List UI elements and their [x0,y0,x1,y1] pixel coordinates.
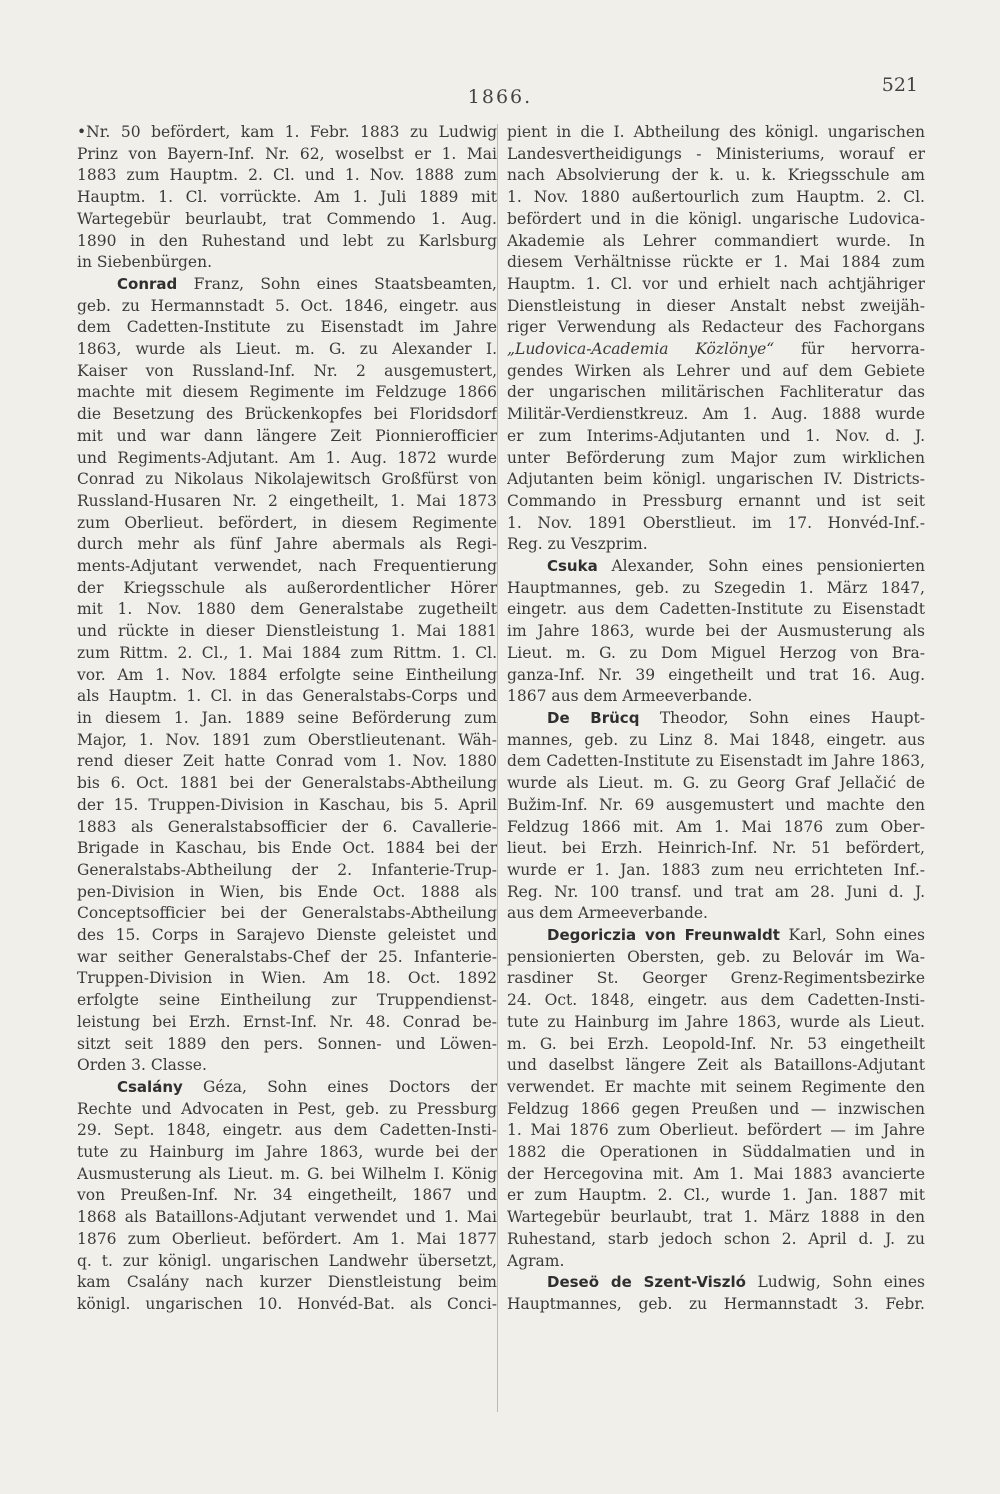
text-line [507,252,925,274]
line-text: Militär-Verdienstkreuz. Am 1. Aug. 1888 wurde [507,405,925,424]
line-text: Hauptmannes, geb. zu Hermannstadt 3. Febr. [507,1294,925,1313]
line-text: lieut. bei Erzh. Heinrich-Inf. Nr. 51 befördert, [507,839,925,858]
text-line [507,795,925,817]
entry-first-line [77,1077,497,1099]
line-text: Generalstabs-Abtheilung der 2. Infanterie-Trup- [77,860,497,879]
line-text: tute zu Hainburg im Jahre 1863, wurde als Lieut. [507,1012,925,1031]
line-text: und Regiments-Adjutant. Am 1. Aug. 1872 wurde [77,448,497,467]
line-text: 1863, wurde als Lieut. m. G. zu Alexander I. [77,340,497,359]
line-text: wurde er 1. Jan. 1883 zum neu errichteten Inf.- [507,860,925,879]
line-text: Conrad zu Nikolaus Nikolajewitsch Großfürst von [77,470,497,489]
line-text: befördert und in die königl. ungarische Ludovica- [507,209,925,228]
text-line [77,1229,497,1251]
text-line [77,209,497,231]
line-text: er zum Interims-Adjutanten und 1. Nov. d. J. [507,426,925,445]
text-line [507,1142,925,1164]
line-text: in diesem 1. Jan. 1889 seine Beförderung zum [77,708,497,727]
text-line [507,1251,925,1273]
line-text: Orden 3. Classe. [77,1056,207,1075]
text-line [77,426,497,448]
text-line [507,144,925,166]
text-line [507,339,925,361]
text-line [507,1229,925,1251]
text-line [507,621,925,643]
line-text: ments-Adjutant verwendet, nach Frequentierung [77,557,497,576]
text-line [507,534,925,556]
text-line [507,773,925,795]
text-line [77,1012,497,1034]
text-line [507,599,925,621]
line-text: Wartegebür beurlaubt, trat Commendo 1. Aug. [77,209,497,228]
line-text: q. t. zur königl. ungarischen Landwehr übersetzt, [77,1251,497,1270]
line-text: machte mit diesem Regimente im Feldzuge 1866 [77,383,497,402]
line-text: Dienstleistung in dieser Anstalt nebst zweijäh- [507,296,925,315]
text-line [77,1185,497,1207]
line-text: leistung bei Erzh. Ernst-Inf. Nr. 48. Conrad be- [77,1012,497,1031]
text-line [507,578,925,600]
text-line [507,296,925,318]
line-text: Agram. [507,1251,565,1270]
line-text: pen-Division in Wien, bis Ende Oct. 1888 als [77,882,497,901]
entry-name: Conrad [117,274,178,293]
running-header-year: 1866. [467,86,533,108]
text-line [77,513,497,535]
line-text: durch mehr als fünf Jahre abermals als Regi- [77,535,497,554]
line-text: nach Absolvierung der k. u. k. Kriegsschule am [507,166,925,185]
line-text: Franz, Sohn eines Staatsbeamten, [193,274,497,293]
line-text: die Besetzung des Brückenkopfes bei Floridsdorf [77,405,497,424]
line-text: 1882 die Operationen in Süddalmatien und in [507,1143,925,1162]
line-text: zum Oberlieut. befördert, in diesem Regimente [77,513,497,532]
line-text: pensionierten Obersten, geb. zu Belovár im Wa- [507,947,925,966]
line-text: rasdiner St. Georger Grenz-Regimentsbezirke [507,969,925,988]
line-text: der Hercegovina mit. Am 1. Mai 1883 avancierte [507,1164,925,1183]
line-text: pient in die I. Abtheilung des königl. ungarischen [507,123,925,141]
line-text: Theodor, Sohn eines Haupt- [659,708,925,727]
line-text: mit und war dann längere Zeit Pionnierofficier [77,426,497,445]
text-line [77,643,497,665]
text-line [77,122,497,144]
text-line [507,1077,925,1099]
text-line [77,1294,497,1316]
line-text: riger Verwendung als Redacteur des Fachorgans [507,318,925,337]
text-line [507,903,925,925]
text-line [77,187,497,209]
text-line [507,231,925,253]
text-line [77,751,497,773]
line-text: Hauptm. 1. Cl. vorrückte. Am 1. Juli 1889 mit [77,188,497,207]
journal-title: „Ludovica-Academia Közlönye“ [507,340,775,359]
line-text: und rückte in dieser Dienstleistung 1. Mai 1881 [77,622,497,641]
text-line [507,1034,925,1056]
line-text: •Nr. 50 befördert, kam 1. Febr. 1883 zu Ludwig [77,123,497,141]
text-line [77,578,497,600]
line-text: als Hauptm. 1. Cl. in das Generalstabs-Corps und [77,687,497,706]
text-line [77,621,497,643]
text-line [77,1272,497,1294]
text-line [507,469,925,491]
text-line [507,448,925,470]
line-text: des 15. Corps in Sarajevo Dienste geleistet und [77,926,497,945]
text-line [507,274,925,296]
line-text: der ungarischen militärischen Fachliteratur das [507,383,925,402]
line-text: der Kriegsschule als außerordentlicher Hörer [77,578,497,597]
column-divider [497,124,498,1412]
text-line [77,925,497,947]
line-text: zum Rittm. 2. Cl., 1. Mai 1884 zum Rittm. 1. Cl. [77,643,497,662]
line-text: eingetr. aus dem Cadetten-Institute zu Eisenstadt [507,600,925,619]
text-line [77,708,497,730]
line-text: mit 1. Nov. 1880 dem Generalstabe zugetheilt [77,600,497,619]
line-text: Feldzug 1866 mit. Am 1. Mai 1876 zum Ober- [507,817,925,836]
line-text: 24. Oct. 1848, eingetr. aus dem Cadetten-Insti- [507,991,925,1010]
line-text: wurde als Lieut. m. G. zu Georg Graf Jellačić de [507,774,925,793]
text-line [77,361,497,383]
entry-name: Csuka [547,557,598,576]
line-text: Prinz von Bayern-Inf. Nr. 62, woselbst er 1. Mai [77,144,497,163]
text-line [507,165,925,187]
text-line [77,556,497,578]
line-text: sitzt seit 1889 den pers. Sonnen- und Löwen- [77,1034,497,1053]
text-line [507,382,925,404]
text-line [507,643,925,665]
line-text: Karl, Sohn eines [788,926,925,945]
text-line [77,773,497,795]
line-text: Akademie als Lehrer commandiert wurde. In [507,231,925,250]
text-line [507,882,925,904]
text-line [77,491,497,513]
entry-name: De Brücq [547,708,640,727]
text-line [77,1034,497,1056]
entry-first-line [507,925,925,947]
line-text: 1868 als Bataillons-Adjutant verwendet und 1. Mai [77,1208,497,1227]
line-text: im Jahre 1863, wurde bei der Ausmusterung als [507,622,925,641]
line-text: unter Beförderung zum Major zum wirklichen [507,448,925,467]
line-text: er zum Hauptm. 2. Cl., wurde 1. Jan. 1887 mit [507,1186,925,1205]
text-line [77,686,497,708]
line-text: gendes Wirken als Lehrer und auf dem Gebiete [507,361,925,380]
line-text: 1890 in den Ruhestand und lebt zu Karlsburg [77,231,497,250]
line-text: Reg. Nr. 100 transf. und trat am 28. Juni d. J. [507,882,925,901]
entry-first-line [507,708,925,730]
line-text: und daselbst längere Zeit als Bataillons-Adjutant [507,1056,925,1075]
text-line [77,599,497,621]
text-line [77,339,497,361]
line-text: kam Csalány nach kurzer Dienstleistung beim [77,1273,497,1292]
text-line [507,751,925,773]
text-line [507,730,925,752]
text-line [77,860,497,882]
text-line [77,795,497,817]
line-text: Reg. zu Veszprim. [507,535,648,554]
line-text: 1883 zum Hauptm. 2. Cl. und 1. Nov. 1888 zum [77,166,497,185]
text-line [507,122,925,144]
text-line [507,513,925,535]
text-line [77,665,497,687]
text-line [507,860,925,882]
text-line [507,317,925,339]
line-text: Rechte und Advocaten in Pest, geb. zu Pressburg [77,1099,497,1118]
line-text: Russland-Husaren Nr. 2 eingetheilt, 1. Mai 1873 [77,491,497,510]
left-text-column [77,122,497,1316]
line-text: erfolgte seine Eintheilung zur Truppendienst- [77,991,497,1010]
line-text: 1. Nov. 1891 Oberstlieut. im 17. Honvéd-Inf.- [507,513,925,532]
line-text: bis 6. Oct. 1881 bei der Generalstabs-Abtheilung [77,774,497,793]
text-line [77,469,497,491]
text-line [77,947,497,969]
text-line [507,817,925,839]
line-text: tute zu Hainburg im Jahre 1863, wurde bei der [77,1143,497,1162]
line-text: dem Cadetten-Institute zu Eisenstadt im Jahre 1863, [507,752,925,771]
line-text: diesem Verhältnisse rückte er 1. Mai 1884 zum [507,253,925,272]
text-line [77,1055,497,1077]
text-line [77,448,497,470]
line-text: Bužim-Inf. Nr. 69 ausgemustert und machte den [507,795,925,814]
line-text: Adjutanten beim königl. ungarischen IV. Districts- [507,470,925,489]
text-line [77,1164,497,1186]
text-line [77,817,497,839]
line-text: Hauptm. 1. Cl. vor und erhielt nach achtjähriger [507,274,925,293]
text-line [507,1120,925,1142]
text-line [77,1251,497,1273]
line-text: 1. Nov. 1880 außertourlich zum Hauptm. 2. Cl. [507,188,925,207]
line-text: Lieut. m. G. zu Dom Miguel Herzog von Bra- [507,643,925,662]
text-line [77,730,497,752]
line-text: Feldzug 1866 gegen Preußen und — inzwischen [507,1099,925,1118]
text-line [77,382,497,404]
line-text: m. G. bei Erzh. Leopold-Inf. Nr. 53 eingetheilt [507,1034,925,1053]
text-line [507,491,925,513]
line-text: Commando in Pressburg ernannt und ist seit [507,491,925,510]
text-line [77,838,497,860]
line-text: Major, 1. Nov. 1891 zum Oberstlieutenant. Wäh- [77,730,497,749]
text-line [507,665,925,687]
text-line [507,209,925,231]
line-text: Kaiser von Russland-Inf. Nr. 2 ausgemustert, [77,361,497,380]
text-line [77,1207,497,1229]
line-text: Ausmusterung als Lieut. m. G. bei Wilhelm I. König [77,1164,497,1183]
entry-first-line [507,1272,925,1294]
line-text: geb. zu Hermannstadt 5. Oct. 1846, eingetr. aus [77,296,497,315]
right-text-column [507,122,925,1316]
entry-first-line [507,556,925,578]
text-line [507,404,925,426]
line-text: Brigade in Kaschau, bis Ende Oct. 1884 bei der [77,839,497,858]
line-text: ganza-Inf. Nr. 39 eingetheilt und trat 16. Aug. [507,665,925,684]
text-line [507,1099,925,1121]
line-text: Wartegebür beurlaubt, trat 1. März 1888 in den [507,1208,925,1227]
text-line [507,361,925,383]
text-line [507,990,925,1012]
line-text: der 15. Truppen-Division in Kaschau, bis 5. April [77,795,497,814]
line-text: 1. Mai 1876 zum Oberlieut. befördert — im Jahre [507,1121,925,1140]
line-text: mannes, geb. zu Linz 8. Mai 1848, eingetr. aus [507,730,925,749]
line-text: aus dem Armeeverbande. [507,904,708,923]
line-text: 1867 aus dem Armeeverbande. [507,687,753,706]
text-line [77,534,497,556]
text-line [507,1185,925,1207]
text-line [77,296,497,318]
entry-name: Deseö de Szent-Viszló [547,1273,746,1292]
text-line [507,1207,925,1229]
line-text: in Siebenbürgen. [77,253,213,272]
line-text: Ruhestand, starb jedoch schon 2. April d. J. zu [507,1229,925,1248]
text-line [77,1099,497,1121]
line-text: dem Cadetten-Institute zu Eisenstadt im Jahre [77,318,497,337]
text-line [77,990,497,1012]
text-line [77,231,497,253]
text-line [507,968,925,990]
text-line [77,317,497,339]
text-line [507,947,925,969]
line-text: Truppen-Division in Wien. Am 18. Oct. 1892 [77,969,497,988]
text-line [507,1012,925,1034]
line-text: Ludwig, Sohn eines [757,1273,925,1292]
text-line [77,1142,497,1164]
line-text: vor. Am 1. Nov. 1884 erfolgte seine Eintheilung [77,665,497,684]
line-text: für hervorra- [801,340,925,359]
text-line [77,144,497,166]
text-line [77,1120,497,1142]
entry-name: Degoriczia von Freunwaldt [547,926,780,945]
text-line [507,1294,925,1316]
text-line [77,968,497,990]
entry-name: Csalány [117,1077,183,1096]
text-line [507,426,925,448]
text-line [77,252,497,274]
line-text: Conceptsofficier bei der Generalstabs-Abtheilung [77,904,497,923]
line-text: 29. Sept. 1848, eingetr. aus dem Cadetten-Insti- [77,1121,497,1140]
line-text: Alexander, Sohn eines pensionierten [611,557,925,576]
page-number: 521 [881,74,918,96]
text-line [507,1055,925,1077]
line-text: Hauptmannes, geb. zu Szegedin 1. März 1847, [507,578,925,597]
line-text: Géza, Sohn eines Doctors der [203,1077,497,1096]
line-text: königl. ungarischen 10. Honvéd-Bat. als Conci- [77,1294,497,1313]
line-text: verwendet. Er machte mit seinem Regimente den [507,1077,925,1096]
text-line [507,686,925,708]
line-text: Landesvertheidigungs - Ministeriums, worauf er [507,144,925,163]
text-line [77,882,497,904]
text-line [507,187,925,209]
line-text: von Preußen-Inf. Nr. 34 eingetheilt, 1867 und [77,1186,497,1205]
text-line [77,404,497,426]
text-line [507,838,925,860]
text-line [507,1164,925,1186]
entry-first-line [77,274,497,296]
line-text: 1876 zum Oberlieut. befördert. Am 1. Mai 1877 [77,1229,497,1248]
line-text: war seither Generalstabs-Chef der 25. Infanterie- [77,947,497,966]
text-line [77,165,497,187]
text-line [77,903,497,925]
line-text: rend dieser Zeit hatte Conrad vom 1. Nov. 1880 [77,752,497,771]
line-text: 1883 als Generalstabsofficier der 6. Cavallerie- [77,817,497,836]
